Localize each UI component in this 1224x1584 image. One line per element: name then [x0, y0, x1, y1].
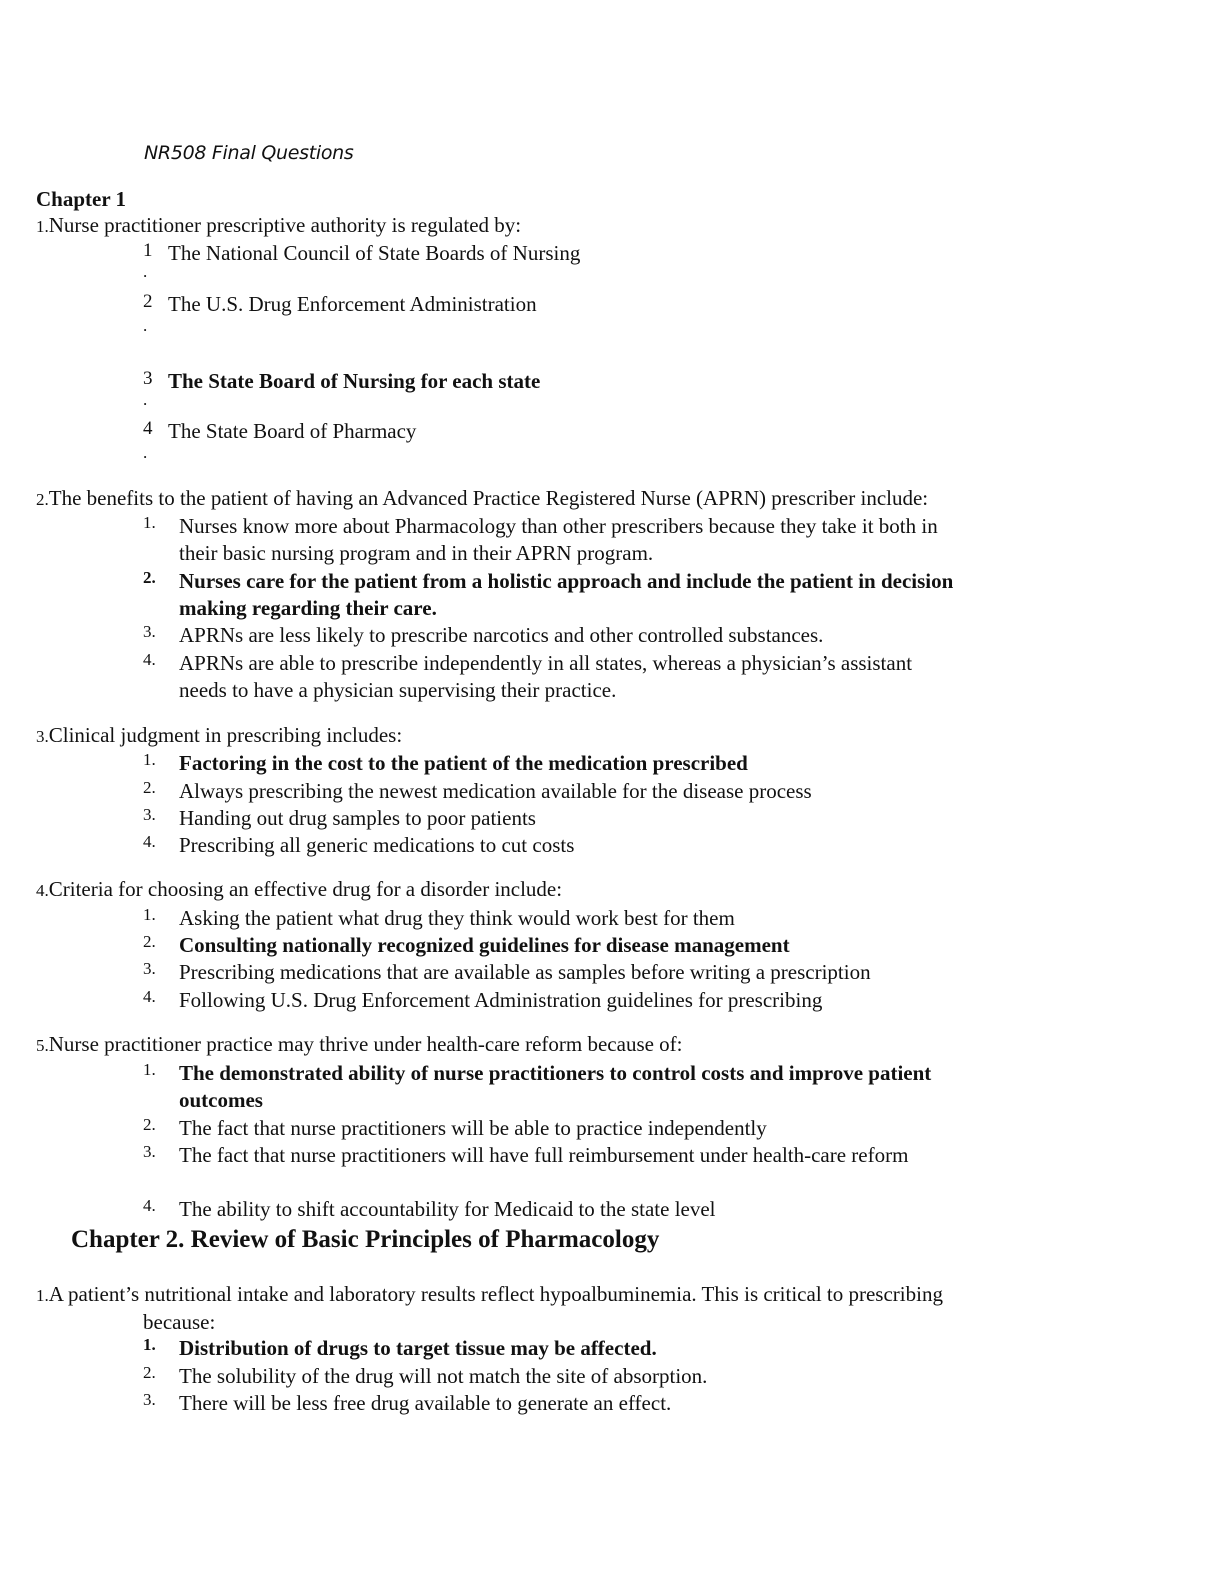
option-text: The ability to shift accountability for Medicaid to the state level — [179, 1197, 716, 1221]
option-text: Consulting nationally recognized guidelines for disease management — [179, 933, 790, 957]
question-text: Nurse practitioner prescriptive authority is regulated by: — [48, 213, 522, 237]
question-2-1 — [36, 1281, 1096, 1336]
question-1-3 — [36, 723, 402, 748]
question-number: 1. — [36, 1286, 49, 1305]
question-1-1 — [36, 213, 521, 238]
option-number: 1. — [143, 1060, 156, 1079]
option-text: The fact that nurse practitioners will be able to practice independently — [179, 1116, 767, 1140]
option-text: Nurses care for the patient from a holistic approach and include the patient in decision making regarding their care. — [179, 569, 954, 620]
option-number: 3. — [143, 1390, 156, 1409]
option-text: There will be less free drug available to generate an effect. — [179, 1391, 672, 1415]
option-text: The National Council of State Boards of Nursing — [168, 241, 581, 265]
question-number: 3. — [36, 727, 49, 746]
option-text: Factoring in the cost to the patient of the medication prescribed — [179, 751, 748, 775]
option-text: Prescribing medications that are available as samples before writing a prescription — [179, 960, 871, 984]
option-dot: . — [143, 316, 148, 335]
option-text: Following U.S. Drug Enforcement Administration guidelines for prescribing — [179, 988, 823, 1012]
option-number: 4 — [143, 418, 153, 439]
question-number: 4. — [36, 881, 49, 900]
option-number: 2. — [143, 932, 156, 951]
option-text: Prescribing all generic medications to cut costs — [179, 833, 575, 857]
option-number: 1. — [143, 750, 156, 769]
option-number: 4. — [143, 832, 156, 851]
option-number: 2 — [143, 291, 153, 312]
option-number: 4. — [143, 1196, 156, 1215]
option-number: 3 — [143, 368, 153, 389]
option-text: APRNs are able to prescribe independently in all states, whereas a physician’s assistant needs to have a physician supervising their practice. — [179, 651, 913, 702]
document-title: NR508 Final Questions — [144, 142, 354, 164]
option-number: 1. — [143, 905, 156, 924]
option-number: 3. — [143, 805, 156, 824]
question-1-4 — [36, 877, 562, 902]
option-number: 2. — [143, 1363, 156, 1382]
question-text: Criteria for choosing an effective drug for a disorder include: — [48, 877, 563, 901]
question-number: 2. — [36, 490, 49, 509]
option-text: The U.S. Drug Enforcement Administration — [168, 292, 537, 316]
option-text: Nurses know more about Pharmacology than other prescribers because they take it both in their basic nursing program and in their APRN program. — [179, 514, 938, 565]
option-text: The fact that nurse practitioners will have full reimbursement under health-care reform — [179, 1143, 909, 1167]
question-text: Nurse practitioner practice may thrive under health-care reform because of: — [48, 1032, 683, 1056]
option-dot: . — [143, 443, 148, 462]
option-number: 3. — [143, 959, 156, 978]
option-dot: . — [143, 262, 148, 281]
option-number: 3. — [143, 1142, 156, 1161]
option-text: Asking the patient what drug they think would work best for them — [179, 906, 735, 930]
question-text-continued: because: — [143, 1310, 216, 1334]
option-dot: . — [143, 390, 148, 409]
option-text: APRNs are less likely to prescribe narcotics and other controlled substances. — [179, 623, 824, 647]
option-number: 1 — [143, 240, 153, 261]
question-number: 5. — [36, 1036, 49, 1055]
question-1-5 — [36, 1032, 683, 1057]
option-number: 3. — [143, 622, 156, 641]
option-number: 2. — [143, 568, 156, 587]
option-text: The State Board of Pharmacy — [168, 419, 417, 443]
option-number: 2. — [143, 1115, 156, 1134]
chapter-1-heading: Chapter 1 — [36, 187, 127, 211]
question-text: The benefits to the patient of having an Advanced Practice Registered Nurse (APRN) prescriber include: — [48, 486, 929, 510]
option-number: 1. — [143, 1335, 156, 1354]
chapter-2-heading: Chapter 2. Review of Basic Principles of Pharmacology — [71, 1226, 660, 1253]
option-number: 2. — [143, 778, 156, 797]
question-text: Clinical judgment in prescribing includes: — [48, 723, 403, 747]
option-text: Always prescribing the newest medication available for the disease process — [179, 779, 812, 803]
option-text: The demonstrated ability of nurse practitioners to control costs and improve patient outcomes — [179, 1061, 932, 1112]
option-text: The solubility of the drug will not match the site of absorption. — [179, 1364, 708, 1388]
option-number: 4. — [143, 987, 156, 1006]
question-text: A patient’s nutritional intake and laboratory results reflect hypoalbuminemia. This is critical to prescribing — [48, 1282, 943, 1306]
option-text: Distribution of drugs to target tissue may be affected. — [179, 1336, 657, 1360]
question-1-2 — [36, 486, 928, 511]
option-number: 4. — [143, 650, 156, 669]
question-number: 1. — [36, 217, 49, 236]
option-text: Handing out drug samples to poor patients — [179, 806, 536, 830]
option-text: The State Board of Nursing for each state — [168, 369, 541, 393]
option-number: 1. — [143, 513, 156, 532]
